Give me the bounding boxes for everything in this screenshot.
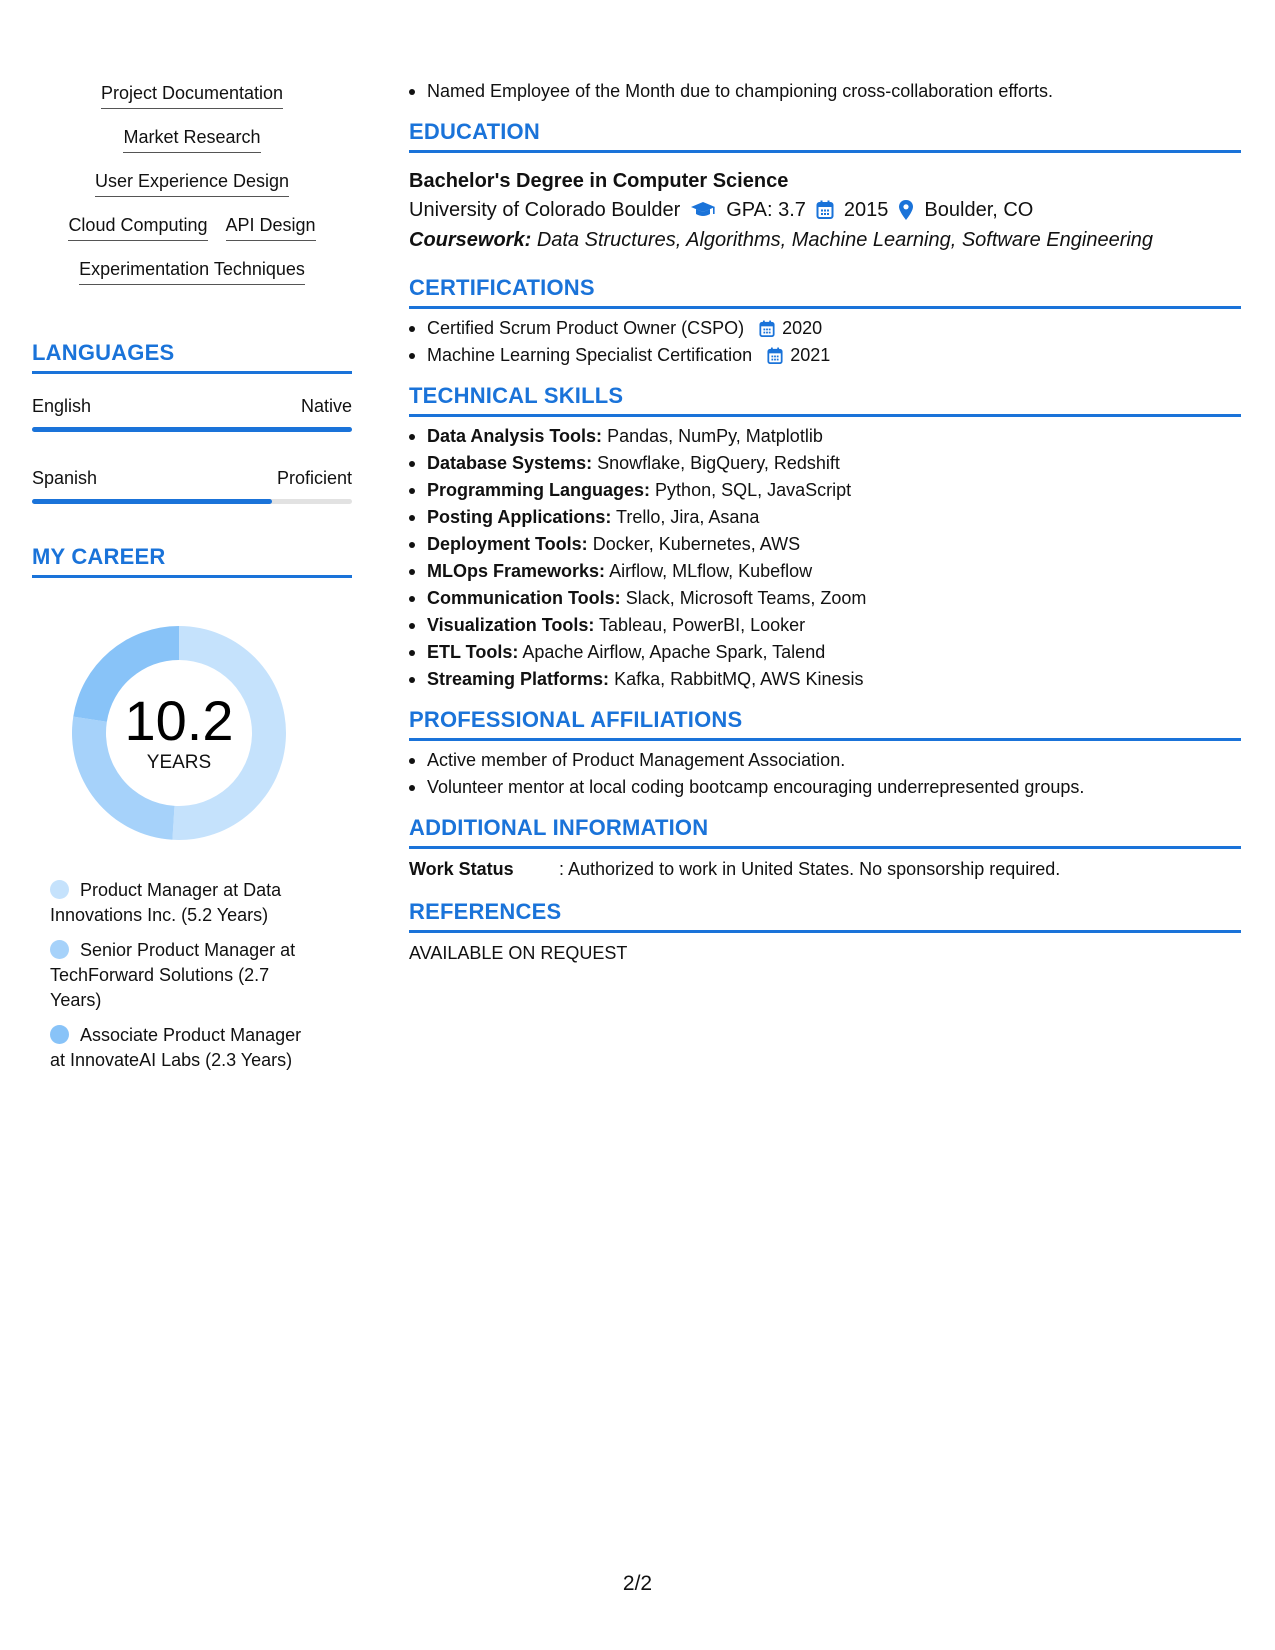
skill-value: Snowflake, BigQuery, Redshift [597,453,840,473]
skill-tag: API Design [226,214,316,241]
calendar-icon [759,320,775,338]
technical-skill-item [427,585,1241,612]
certification-name: Machine Learning Specialist Certification [427,345,753,365]
legend-label: Associate Product Manager at InnovateAI Labs (2.3 Years) [50,1025,302,1070]
location-pin-icon [898,199,914,221]
certification-year: 2020 [782,318,823,338]
technical-skill-item [427,558,1241,585]
skill-value: Pandas, NumPy, Matplotlib [607,426,823,446]
language-list [32,396,352,504]
education-year: 2015 [843,199,889,221]
skill-value: Python, SQL, JavaScript [655,480,852,500]
career-legend [32,878,352,1073]
skill-row [101,82,283,109]
technical-skills-section [409,383,1241,693]
skill-row [123,126,260,153]
work-status-label: Work Status [409,859,514,879]
skill-label: Data Analysis Tools: [427,426,603,446]
education-title: EDUCATION [409,119,1241,153]
skill-label: Deployment Tools: [427,534,588,554]
certification-item [427,342,1241,369]
education-school: University of Colorado Boulder [409,199,681,221]
technical-skill-item [427,450,1241,477]
technical-skill-item [427,531,1241,558]
skill-value: Airflow, MLflow, Kubeflow [609,561,813,581]
career-legend-item [50,938,320,1013]
career-legend-item [50,878,320,928]
additional-info-section [409,815,1241,881]
legend-dot [50,880,69,899]
technical-skills-title: TECHNICAL SKILLS [409,383,1241,417]
certifications-list [409,315,1241,369]
language-level: Native [300,396,352,416]
legend-label: Senior Product Manager at TechForward Solutions (2.7 Years) [50,940,296,1010]
page-number: 2/2 [622,1572,653,1595]
legend-label: Product Manager at Data Innovations Inc. (5.2 Years) [50,880,282,925]
career-donut-center [64,618,294,848]
skill-tag: Experimentation Techniques [79,258,305,285]
skill-value: Docker, Kubernetes, AWS [592,534,801,554]
technical-skill-item [427,504,1241,531]
languages-title: LANGUAGES [32,340,352,374]
experience-bullet: Named Employee of the Month due to championing cross-collaboration efforts. [427,78,1241,105]
technical-skill-item [427,612,1241,639]
affiliation-item: Active member of Product Management Association. [427,747,1241,774]
affiliation-item: Volunteer mentor at local coding bootcamp encouraging underrepresented groups. [427,774,1241,801]
language-level: Proficient [276,468,352,488]
skill-row [68,214,315,241]
references-text: AVAILABLE ON REQUEST [409,943,628,963]
skill-label: Communication Tools: [427,588,621,608]
education-degree: Bachelor's Degree in Computer Science [409,170,789,192]
language-bar-fill [32,499,272,504]
language-bar-fill [32,427,352,432]
skill-label: Streaming Platforms: [427,669,610,689]
legend-dot [50,1025,69,1044]
affiliations-section [409,707,1241,801]
language-bar [32,427,352,432]
language-item [32,468,352,504]
technical-skill-item [427,639,1241,666]
coursework-list: Data Structures, Algorithms, Machine Learning, Software Engineering [536,229,1154,251]
affiliations-title: PROFESSIONAL AFFILIATIONS [409,707,1241,741]
work-status-value: : Authorized to work in United States. No sponsorship required. [559,859,1061,879]
technical-skills-list [409,423,1241,693]
technical-skill-item [427,423,1241,450]
skill-label: ETL Tools: [427,642,519,662]
career-donut [64,618,294,848]
skill-tag: Cloud Computing [68,214,207,241]
skill-value: Tableau, PowerBI, Looker [599,615,806,635]
skill-tag: Project Documentation [101,82,283,109]
career-legend-item [50,1023,320,1073]
certification-year: 2021 [790,345,831,365]
career-section [32,544,352,1073]
education-coursework [409,225,1241,255]
references-section [409,899,1241,964]
career-title: MY CAREER [32,544,352,578]
education-location: Boulder, CO [924,199,1034,221]
right-column [409,78,1241,964]
calendar-icon [767,347,783,365]
graduation-cap-icon [690,200,716,220]
skill-value: Trello, Jira, Asana [616,507,760,527]
education-details [409,195,1241,225]
certifications-section [409,275,1241,369]
skill-label: Visualization Tools: [427,615,595,635]
skills-tags [32,82,352,302]
languages-section [32,340,352,504]
calendar-icon [816,200,834,220]
references-title: REFERENCES [409,899,1241,933]
legend-dot [50,940,69,959]
education-gpa: GPA: 3.7 [726,199,806,221]
certifications-title: CERTIFICATIONS [409,275,1241,309]
skill-label: MLOps Frameworks: [427,561,606,581]
career-unit: YEARS [146,752,212,773]
skill-value: Apache Airflow, Apache Spark, Talend [522,642,826,662]
language-name: Spanish [32,468,98,488]
skill-value: Kafka, RabbitMQ, AWS Kinesis [614,669,864,689]
left-column [32,82,352,1083]
certification-name: Certified Scrum Product Owner (CSPO) [427,318,745,338]
skill-tag: User Experience Design [95,170,289,197]
skill-tag: Market Research [123,126,260,153]
experience-bullets [409,78,1241,105]
skill-value: Slack, Microsoft Teams, Zoom [625,588,867,608]
certification-item [427,315,1241,342]
skill-row [79,258,305,285]
coursework-label: Coursework: [409,229,532,251]
skill-label: Programming Languages: [427,480,651,500]
skill-row [95,170,289,197]
career-total: 10.2 [124,689,234,752]
education-section [409,119,1241,255]
skill-label: Posting Applications: [427,507,612,527]
technical-skill-item [427,477,1241,504]
affiliations-list [409,747,1241,801]
technical-skill-item [427,666,1241,693]
language-name: English [32,396,92,416]
language-bar [32,499,352,504]
additional-info-title: ADDITIONAL INFORMATION [409,815,1241,849]
work-status-row [409,857,1241,881]
skill-label: Database Systems: [427,453,593,473]
language-item [32,396,352,432]
